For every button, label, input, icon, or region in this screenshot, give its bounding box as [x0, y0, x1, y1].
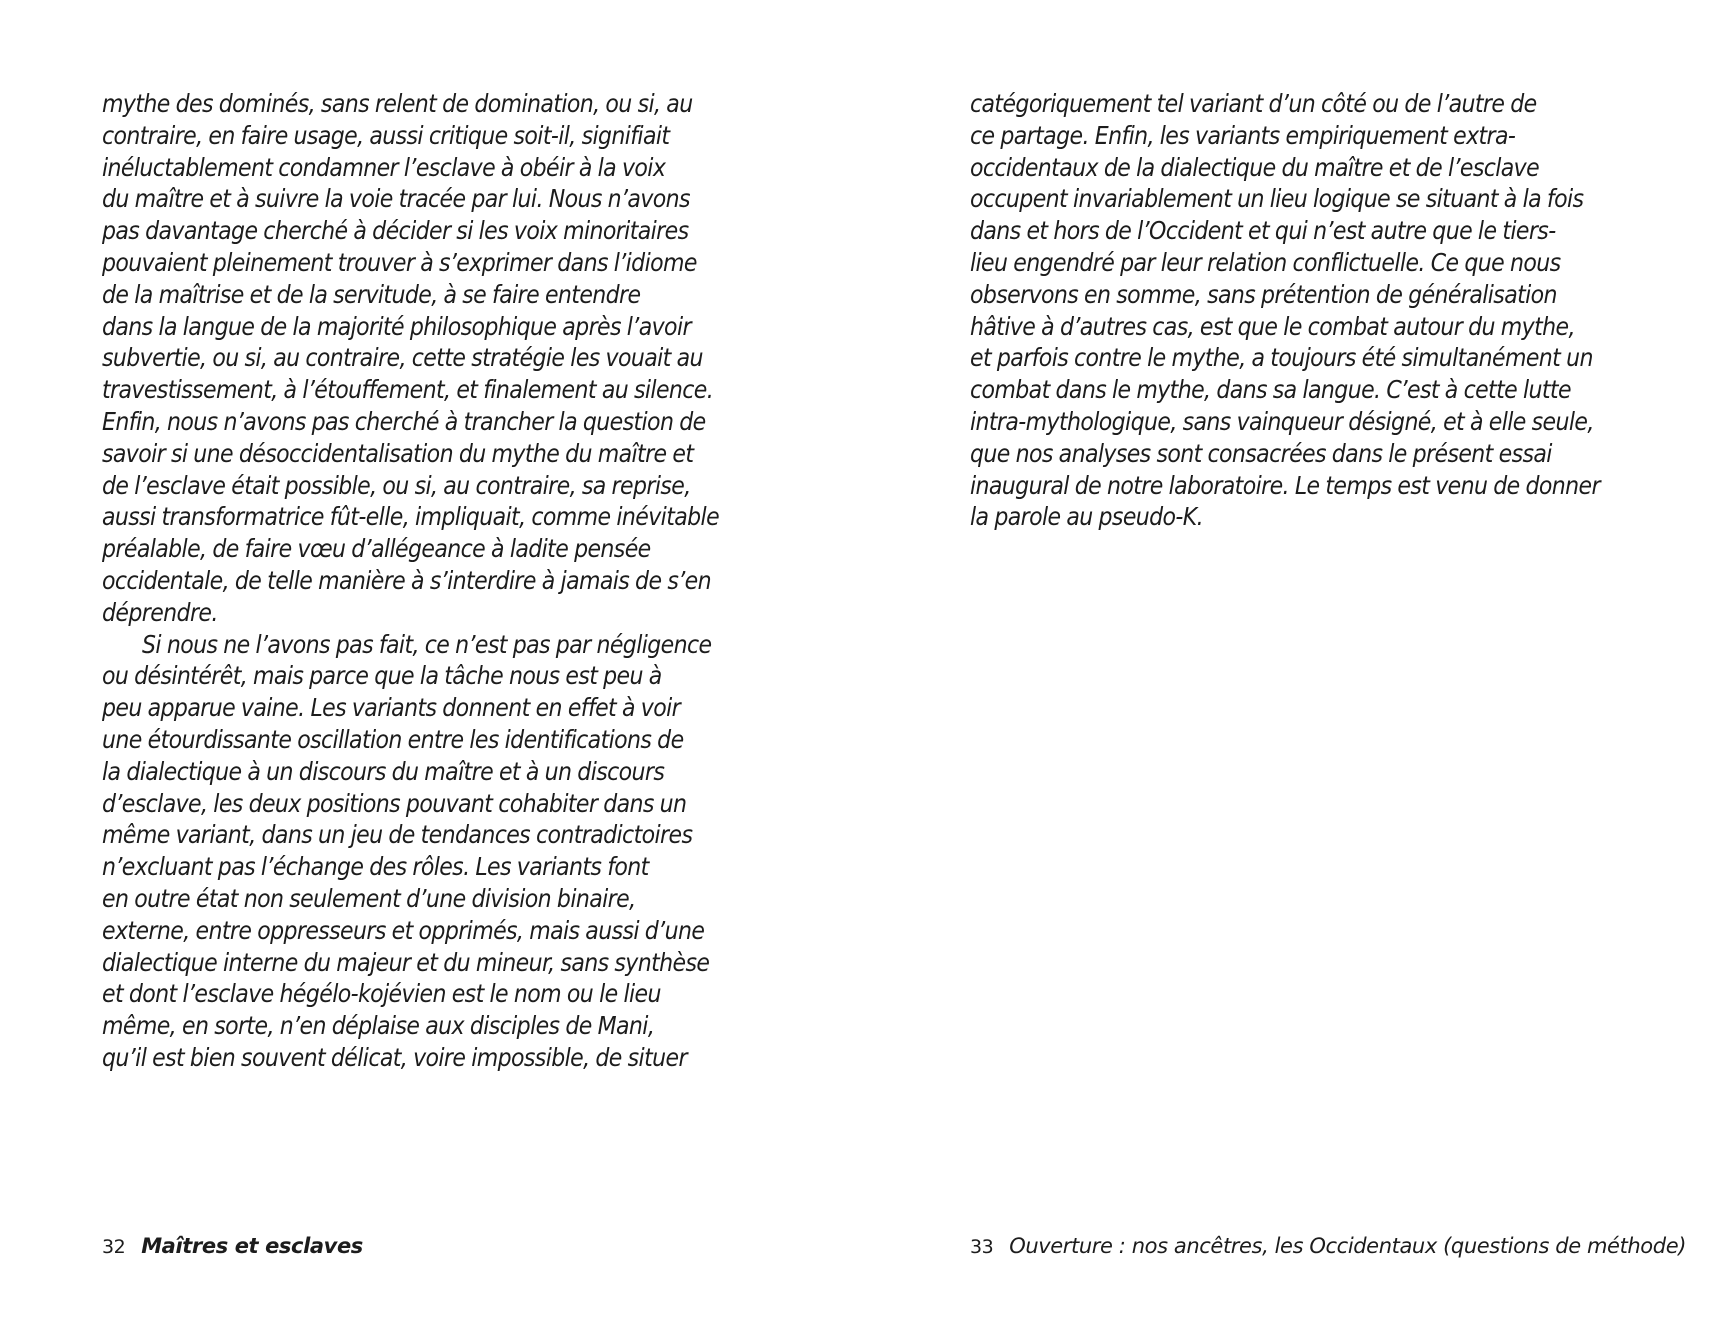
text-line: du maître et à suivre la voie tracée par lui. Nous n’avons: [102, 184, 690, 214]
text-line: occidentaux de la dialectique du maître et de l’esclave: [970, 152, 1540, 182]
text-line: mythe des dominés, sans relent de domination, ou si, au: [102, 89, 693, 118]
text-line: combat dans le mythe, dans sa langue. C’est à cette lutte: [970, 375, 1571, 405]
text-line: qu’il est bien souvent délicat, voire impossible, de situer: [102, 1042, 687, 1072]
text-line: pouvaient pleinement trouver à s’exprimer dans l’idiome: [102, 247, 697, 277]
text-line: dans la langue de la majorité philosophique après l’avoir: [102, 311, 691, 341]
text-line: déprendre.: [102, 597, 218, 627]
text-line: la parole au pseudo-K.: [970, 502, 1204, 532]
text-line: travestissement, à l’étouffement, et finalement au silence.: [102, 375, 714, 405]
text-line: et dont l’esclave hégélo-kojévien est le nom ou le lieu: [102, 979, 661, 1009]
text-line: n’excluant pas l’échange des rôles. Les variants font: [102, 852, 649, 882]
right-page: [866, 0, 1732, 1338]
right-page-footer: [970, 1233, 1686, 1260]
text-line: hâtive à d’autres cas, est que le combat autour du mythe,: [970, 311, 1575, 341]
text-line: ce partage. Enfin, les variants empiriquement extra-: [970, 120, 1516, 150]
text-line: externe, entre oppresseurs et opprimés, mais aussi d’une: [102, 915, 705, 945]
page-number: 32: [102, 1236, 126, 1258]
right-body-text: [970, 88, 1600, 533]
running-head: Ouverture : nos ancêtres, les Occidentaux (questions de méthode): [1009, 1234, 1687, 1258]
text-line: d’esclave, les deux positions pouvant cohabiter dans un: [102, 788, 687, 818]
text-line: de l’esclave était possible, ou si, au contraire, sa reprise,: [102, 470, 691, 500]
text-line: peu apparue vaine. Les variants donnent en effet à voir: [102, 693, 681, 723]
text-line: une étourdissante oscillation entre les identifications de: [102, 724, 684, 754]
text-line: en outre état non seulement d’une division binaire,: [102, 883, 636, 913]
text-line: observons en somme, sans prétention de généralisation: [970, 279, 1557, 309]
text-line: savoir si une désoccidentalisation du mythe du maître et: [102, 438, 694, 468]
text-line: inaugural de notre laboratoire. Le temps est venu de donner: [970, 470, 1600, 500]
text-line: aussi transformatrice fût-elle, impliquait, comme inévitable: [102, 502, 720, 532]
running-head: Maîtres et esclaves: [141, 1234, 363, 1258]
text-line: intra-mythologique, sans vainqueur désigné, et à elle seule,: [970, 406, 1594, 436]
left-page-footer: [102, 1233, 363, 1260]
left-body-text: [102, 88, 719, 1074]
text-line: même variant, dans un jeu de tendances contradictoires: [102, 820, 693, 850]
text-line: que nos analyses sont consacrées dans le présent essai: [970, 438, 1552, 468]
text-line: contraire, en faire usage, aussi critique soit-il, signifiait: [102, 120, 670, 150]
text-line: occidentale, de telle manière à s’interdire à jamais de s’en: [102, 565, 711, 595]
text-line: la dialectique à un discours du maître et à un discours: [102, 756, 665, 786]
text-line: même, en sorte, n’en déplaise aux disciples de Mani,: [102, 1011, 655, 1041]
text-line: inéluctablement condamner l’esclave à obéir à la voix: [102, 152, 666, 182]
text-line: lieu engendré par leur relation conflictuelle. Ce que nous: [970, 247, 1561, 277]
paragraph-start-line: Si nous ne l’avons pas fait, ce n’est pas par négligence: [142, 629, 712, 659]
text-line: ou désintérêt, mais parce que la tâche nous est peu à: [102, 661, 662, 691]
text-line: occupent invariablement un lieu logique se situant à la fois: [970, 184, 1584, 214]
text-line: pas davantage cherché à décider si les voix minoritaires: [102, 216, 689, 246]
text-line: dans et hors de l’Occident et qui n’est autre que le tiers-: [970, 216, 1556, 246]
page-number: 33: [970, 1236, 994, 1258]
text-line: subvertie, ou si, au contraire, cette stratégie les vouait au: [102, 343, 703, 373]
text-line: dialectique interne du majeur et du mineur, sans synthèse: [102, 947, 710, 977]
text-line: Enfin, nous n’avons pas cherché à trancher la question de: [102, 406, 706, 436]
text-line: catégoriquement tel variant d’un côté ou de l’autre de: [970, 89, 1537, 118]
text-line: de la maîtrise et de la servitude, à se faire entendre: [102, 279, 641, 309]
text-line: et parfois contre le mythe, a toujours été simultanément un: [970, 343, 1593, 373]
text-line: préalable, de faire vœu d’allégeance à ladite pensée: [102, 534, 651, 564]
